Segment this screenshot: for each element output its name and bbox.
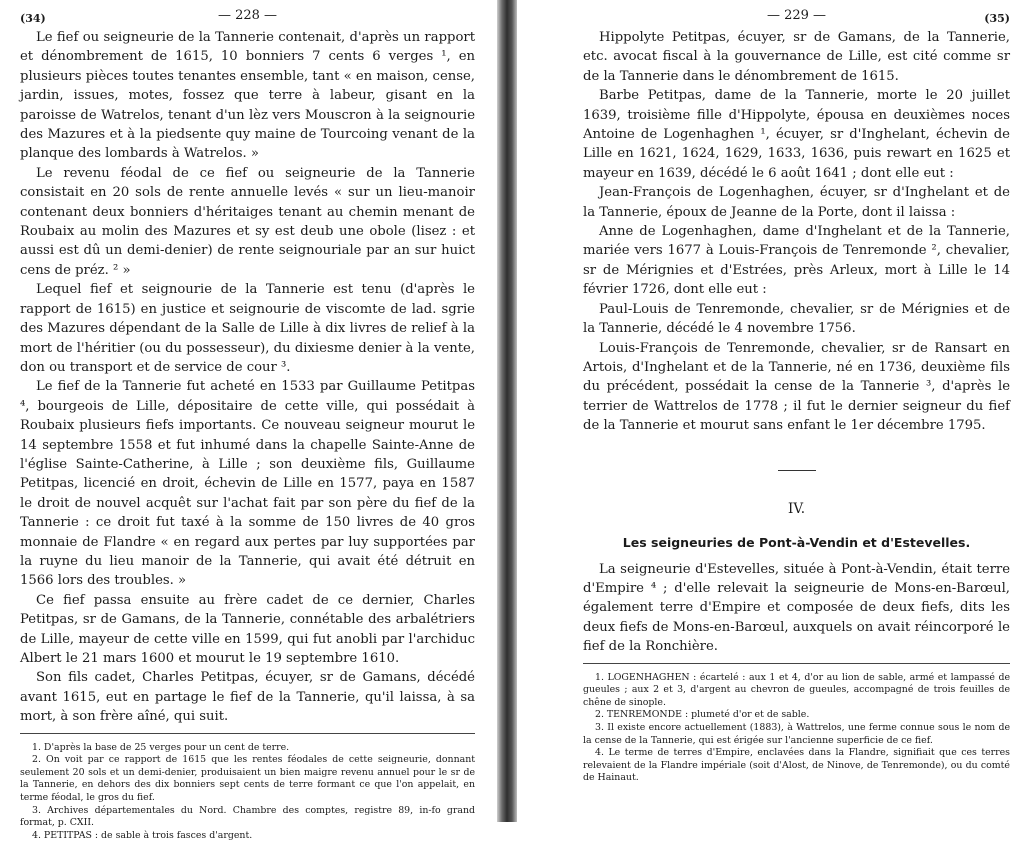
footnote: 3. Il existe encore actuellement (1883), à Wattrelos, une ferme connue sous le nom de la cense de la Tannerie, qui est érigée sur l'ancienne superficie de ce fief. — [583, 721, 1010, 746]
footnote: 1. D'après la base de 25 verges pour un cent de terre. — [32, 741, 290, 753]
paragraph: Le revenu féodal de ce fief ou seigneurie de la Tannerie consistait en 20 sols de rente annuelle levés « sur un lieu-manoir contenant deux bonniers d'héritaiges tenant au chemin menant de Roubaix au molin des Mazures et sy est deub une obole (lisez : et aussi est dû un demi-denier) de rente seignouriale par an sur huict cens de préz. ² » — [20, 165, 475, 278]
left-page-header — [20, 6, 475, 28]
paragraph: Ce fief passa ensuite au frère cadet de ce dernier, Charles Petitpas, sr de Gamans, de la Tannerie, connétable des arbalétriers de Lille, mayeur de cette ville en 1599, qui fut anobli par l'archiduc Albert le 21 mars 1600 et mourut le 19 septembre 1610. — [20, 592, 475, 666]
right-page-header — [583, 6, 1010, 28]
paragraph: Jean-François de Logenhaghen, écuyer, sr d'Inghelant et de la Tannerie, époux de Jeanne de la Porte, dont il laissa : — [583, 185, 1010, 220]
right-folio: (35) — [984, 12, 1010, 25]
paragraph: Barbe Petitpas, dame de la Tannerie, morte le 20 juillet 1639, troisième fille d'Hippolyte, épousa en deuxièmes noces Antoine de Logenhaghen ¹, écuyer, sr d'Inghelant, échevin de Lille en 1621, 1624, 1629, 1633, 1636, puis rewart en 1625 et mayeur en 1639, décédé le 6 août 1641 ; dont elle eut : — [583, 88, 1010, 181]
paragraph: La seigneurie d'Estevelles, située à Pont-à-Vendin, était terre d'Empire ⁴ ; d'elle relevait la seigneurie de Mons-en-Barœul, également terre d'Empire et composée de deux fiefs, dits les deux fiefs de Mons-en-Barœul, auxquels on avait réincorporé le fief de la Ronchière. — [583, 561, 1010, 655]
section-separator — [778, 470, 816, 471]
left-folio: (34) — [20, 12, 46, 25]
paragraph: Hippolyte Petitpas, écuyer, sr de Gamans, de la Tannerie, etc. avocat fiscal à la gouvernance de Lille, est cité comme sr de la Tannerie dans le dénombrement de 1615. — [583, 30, 1010, 84]
footnote: 2. TENREMONDE : plumeté d'or et de sable. — [595, 709, 810, 721]
section-body-text — [583, 560, 1010, 657]
footnote: 4. Le terme de terres d'Empire, enclavées dans la Flandre, signifiait que ces terres relevaient de la Flandre impériale (soit d'Alost, de Ninove, de Tenremonde), ou du comté de Hainaut. — [583, 747, 1010, 784]
right-footnotes — [583, 672, 1010, 785]
footnote-divider — [20, 733, 475, 734]
paragraph: Le fief de la Tannerie fut acheté en 1533 par Guillaume Petitpas ⁴, bourgeois de Lille, dépositaire de cette ville, qui possédait à Roubaix plusieurs fiefs importants. Ce nouveau seigneur mourut le 14 septembre 1558 et fut inhumé dans la chapelle Sainte-Anne de l'église Sainte-Catherine, à Lille ; son deuxième fils, Guillaume Petitpas, licencié en droit, échevin de Lille en 1577, paya en 1587 le droit de nouvel acquêt sur l'achat fait par son père du fief de la Tannerie : ce droit fut taxé à la somme de 150 livres de 40 gros monnaie de Flandre « en regard aux pertes par luy supportées par la ruyne du lieu manoir de la Tannerie, qui avait été détruit en 1566 lors des troubles. » — [20, 379, 475, 589]
footnote: 3. Archives départementales du Nord. Chambre des comptes, registre 89, in-fo grand format, p. CXII. — [20, 804, 475, 829]
paragraph: Le fief ou seigneurie de la Tannerie contenait, d'après un rapport et dénombrement de 1615, 10 bonniers 7 cents 6 verges ¹, en plusieurs pièces toutes tenantes ensemble, tant « en maison, cense, jardin, issues, motes, fossez que terre à labeur, gisant en la paroisse de Watrelos, tenant d'un lèz vers Mouscron à la seignourie des Mazures et à la piedsente quy maine de Tourcoing venant de la planque des lombards à Watrelos. » — [20, 30, 475, 162]
left-page — [0, 0, 497, 841]
book-spine — [497, 0, 517, 822]
section-title: Les seigneuries de Pont-à-Vendin et d'Estevelles. — [622, 534, 971, 550]
footnote-divider — [583, 663, 1010, 664]
paragraph: Louis-François de Tenremonde, chevalier, sr de Ransart en Artois, d'Inghelant et de la Tannerie, né en 1736, deuxième fils du précédent, possédait la cense de la Tannerie ³, d'après le terrier de Wattrelos de 1778 ; il fut le dernier seigneur du fief de la Tannerie et mourut sans enfant le 1er décembre 1795. — [583, 340, 1010, 434]
paragraph: Paul-Louis de Tenremonde, chevalier, sr de Mérignies et de la Tannerie, décédé le 4 novembre 1756. — [583, 301, 1010, 337]
left-body-text — [20, 28, 475, 727]
right-page — [517, 0, 1024, 822]
footnote: 1. LOGENHAGHEN : écartelé : aux 1 et 4, d'or au lion de sable, armé et lampassé de gueules ; aux 2 et 3, d'argent au chevron de gueules, accompagné de trois feuilles de chêne de sinople. — [583, 671, 1010, 708]
right-body-text — [583, 28, 1010, 436]
left-page-number: — 228 — — [217, 8, 278, 23]
footnote: 4. PETITPAS : de sable à trois fasces d'argent. — [32, 829, 253, 841]
paragraph: Anne de Logenhaghen, dame d'Inghelant et de la Tannerie, mariée vers 1677 à Louis-François de Tenremonde ², chevalier, sr de Mérignies et d'Estrées, près Arleux, mort à Lille le 14 février 1726, dont elle eut : — [583, 224, 1010, 298]
paragraph: Lequel fief et seignourie de la Tannerie est tenu (d'après le rapport de 1615) en justice et seignourie de viscomte de lad. sgrie des Mazures dépendant de la Salle de Lille à dix livres de relief à la mort de l'héritier (ou du possesseur), du dixiesme denier à la vente, don ou transport et de service de cour ³. — [20, 282, 475, 375]
left-footnotes — [20, 742, 475, 842]
right-page-number: — 229 — — [766, 8, 827, 23]
paragraph: Son fils cadet, Charles Petitpas, écuyer, sr de Gamans, décédé avant 1615, eut en partage le fief de la Tannerie, qu'il laissa, à sa mort, à son frère aîné, qui suit. — [20, 670, 475, 725]
footnote: 2. On voit par ce rapport de 1615 que les rentes féodales de cette seigneurie, donnant seulement 20 sols et un demi-denier, produisaient un bien maigre revenu annuel pour le sr de la Tannerie, en dehors des dix bonniers sept cents de terre formant ce que l'on appelait, en terme féodal, le gros du fief. — [20, 754, 475, 803]
section-number: IV. — [787, 500, 805, 517]
